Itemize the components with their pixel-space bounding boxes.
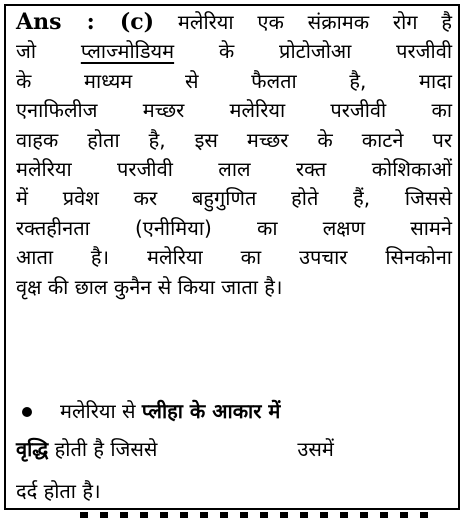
line-9: आता है। मलेरिया का उपचार सिनकोना bbox=[16, 245, 452, 270]
line-3: के माध्यम से फैलता है, मादा bbox=[16, 68, 452, 93]
cutoff-next-line bbox=[80, 512, 440, 518]
bullet-line-3: दर्द होता है। bbox=[16, 479, 101, 503]
answer-label: Ans : (c) bbox=[16, 9, 155, 35]
line-8: रक्तहीनता (एनीमिया) का लक्षण सामने bbox=[16, 215, 452, 240]
line-1: Ans : (c) मलेरिया एक संक्रामक रोग है bbox=[16, 9, 452, 35]
bullet-line-2: वृद्धि होती है जिससे उसमें bbox=[16, 437, 334, 461]
line-7: में प्रवेश कर बहुगुणित होते हैं, जिससे bbox=[16, 186, 452, 211]
line-6: मलेरिया परजीवी लाल रक्त कोशिकाओं bbox=[16, 156, 452, 181]
answer-paragraph bbox=[16, 8, 452, 302]
bullet-dot-icon bbox=[22, 407, 32, 417]
underlined-term: प्लाज्मोडियम bbox=[80, 39, 175, 64]
line-10: वृक्ष की छाल कुनैन से किया जाता है। bbox=[16, 274, 283, 299]
line-5: वाहक होता है, इस मच्छर के काटने पर bbox=[16, 127, 452, 152]
line-2: जो प्लाज्मोडियम के प्रोटोजोआ परजीवी bbox=[16, 39, 452, 64]
bullet-line-1: मलेरिया से प्लीहा के आकार में bbox=[16, 396, 452, 426]
line-4: एनाफिलीज मच्छर मलेरिया परजीवी का bbox=[16, 98, 452, 123]
